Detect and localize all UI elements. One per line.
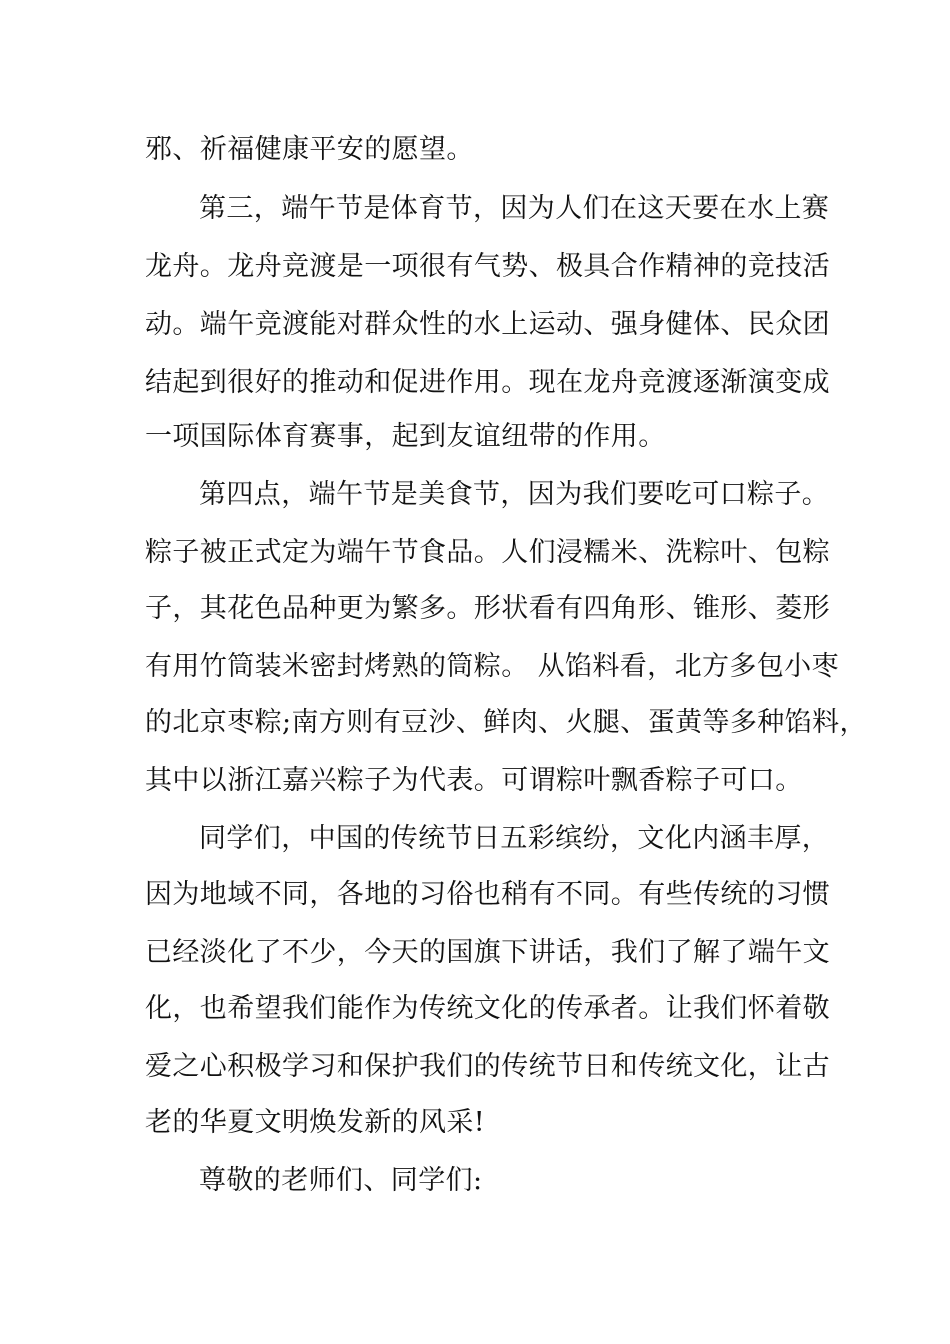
text-line: 老的华夏文明焕发新的风采! <box>145 1107 486 1138</box>
text-line: 龙舟。龙舟竞渡是一项很有气势、极具合作精神的竞技活 <box>145 251 830 282</box>
text-line: 有用竹筒装米密封烤熟的筒粽。 从馅料看，北方多包小枣 <box>145 651 839 682</box>
text-line: 一项国际体育赛事，起到友谊纽带的作用。 <box>145 421 666 452</box>
text-line: 动。端午竞渡能对群众性的水上运动、强身健体、民众团 <box>145 309 830 340</box>
paragraph-start-line: 第四点，端午节是美食节，因为我们要吃可口粽子。 <box>199 479 830 510</box>
paragraph-start-line: 同学们，中国的传统节日五彩缤纷，文化内涵丰厚， <box>199 823 830 854</box>
text-line: 因为地域不同，各地的习俗也稍有不同。有些传统的习惯 <box>145 879 830 910</box>
text-line: 邪、祈福健康平安的愿望。 <box>145 134 474 165</box>
text-line: 其中以浙江嘉兴粽子为代表。可谓粽叶飘香粽子可口。 <box>145 765 803 796</box>
text-line: 已经淡化了不少，今天的国旗下讲话，我们了解了端午文 <box>145 937 830 968</box>
text-line: 爱之心积极学习和保护我们的传统节日和传统文化，让古 <box>145 1051 830 1082</box>
text-line: 化，也希望我们能作为传统文化的传承者。让我们怀着敬 <box>145 993 830 1024</box>
paragraph-start-line: 第三，端午节是体育节，因为人们在这天要在水上赛 <box>199 193 830 224</box>
text-line: 子，其花色品种更为繁多。形状看有四角形、锥形、菱形 <box>145 593 830 624</box>
text-line: 粽子被正式定为端午节食品。人们浸糯米、洗粽叶、包粽 <box>145 537 830 568</box>
text-line: 的北京枣粽;南方则有豆沙、鲜肉、火腿、蛋黄等多种馅料， <box>145 707 867 738</box>
text-line: 结起到很好的推动和促进作用。现在龙舟竞渡逐渐演变成 <box>145 367 830 398</box>
paragraph-start-line: 尊敬的老师们、同学们: <box>199 1165 483 1196</box>
